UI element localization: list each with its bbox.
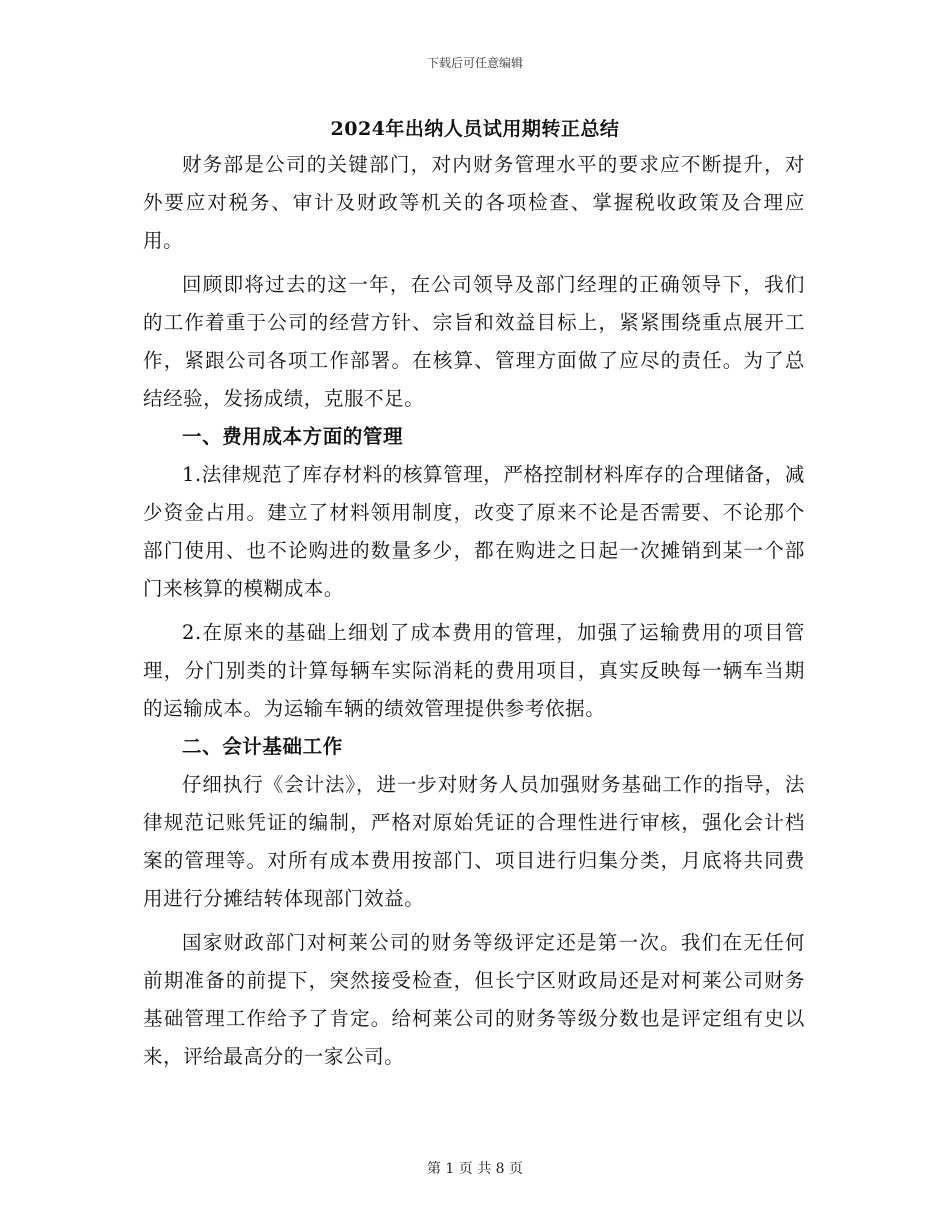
section-heading-accounting: 二、会计基础工作 <box>182 735 343 758</box>
paragraph-rating: 国家财政部门对柯莱公司的财务等级评定还是第一次。我们在无任何前期准备的前提下，突然接受检查，但长宁区财政局还是对柯莱公司财务基础管理工作给予了肯定。给柯莱公司的财务等级分数也是评定组有史以来，评给最高分的一家公司。 <box>143 931 805 1068</box>
document-body <box>143 146 805 1076</box>
header-note: 下载后可任意编辑 <box>426 56 523 70</box>
section-heading-cost: 一、费用成本方面的管理 <box>182 425 404 448</box>
paragraph-item-2: 2.在原来的基础上细划了成本费用的管理，加强了运输费用的项目管理，分门别类的计算每辆车实际消耗的费用项目，真实反映每一辆车当期的运输成本。为运输车辆的绩效管理提供参考依据。 <box>143 621 805 720</box>
paragraph-intro: 财务部是公司的关键部门，对内财务管理水平的要求应不断提升，对外要应对税务、审计及财政等机关的各项检查、掌握税收政策及合理应用。 <box>143 153 805 252</box>
page-number: 第 1 页 共 8 页 <box>426 1161 524 1177</box>
paragraph-item-1: 1.法律规范了库存材料的核算管理，严格控制材料库存的合理储备，减少资金占用。建立了材料领用制度，改变了原来不论是否需要、不论那个部门使用、也不论购进的数量多少，都在购进之日起一次摊销到某一个部门来核算的模糊成本。 <box>143 463 805 600</box>
document-title: 2024年出纳人员试用期转正总结 <box>330 118 620 140</box>
paragraph-accounting: 仔细执行《会计法》，进一步对财务人员加强财务基础工作的指导，法律规范记账凭证的编制，严格对原始凭证的合理性进行审核，强化会计档案的管理等。对所有成本费用按部门、项目进行归集分类，月底将共同费用进行分摊结转体现部门效益。 <box>143 773 805 910</box>
paragraph-review: 回顾即将过去的这一年，在公司领导及部门经理的正确领导下，我们的工作着重于公司的经营方针、宗旨和效益目标上，紧紧围绕重点展开工作，紧跟公司各项工作部署。在核算、管理方面做了应尽的责任。为了总结经验，发扬成绩，克服不足。 <box>143 273 805 410</box>
